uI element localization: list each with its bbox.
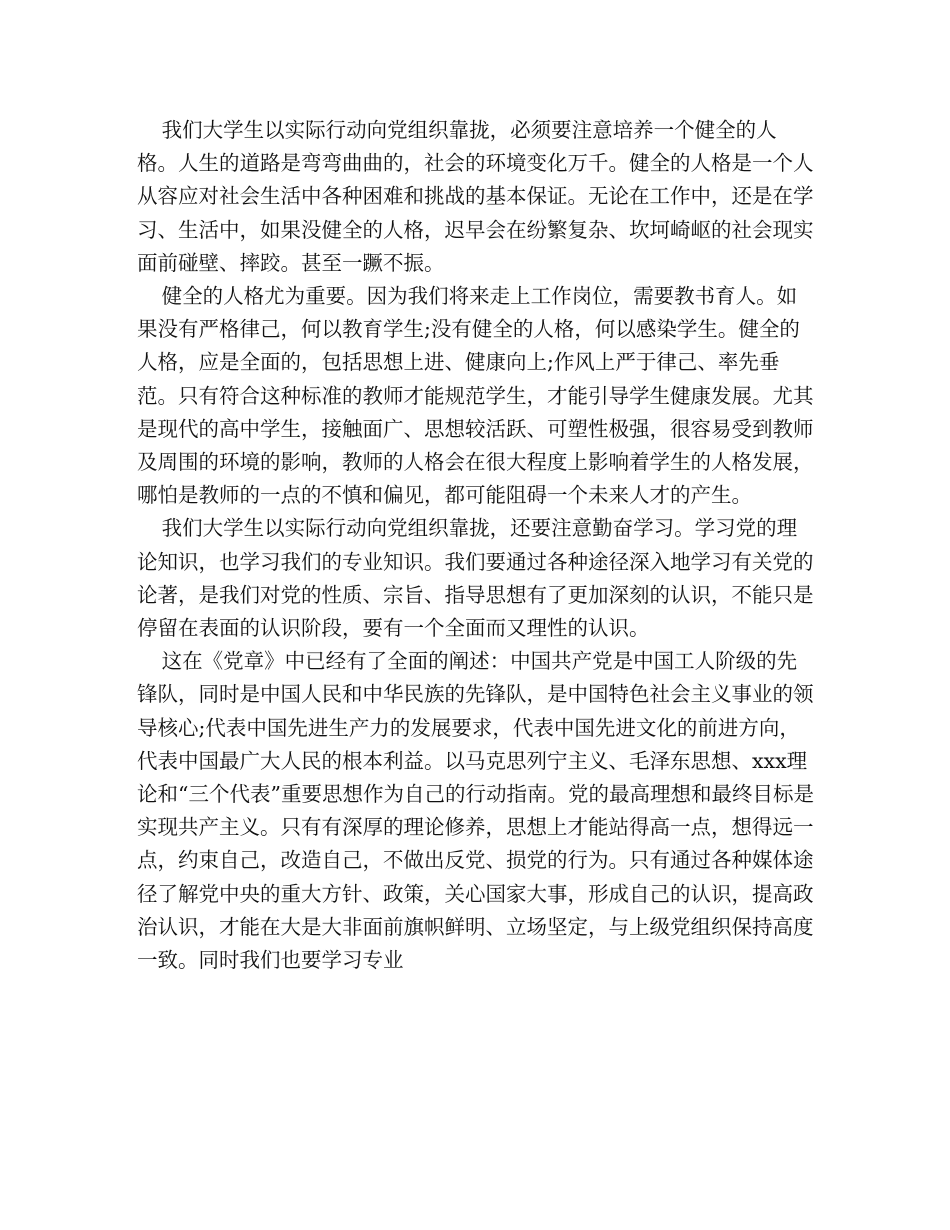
paragraph-1: 我们大学生以实际行动向党组织靠拢，必须要注意培养一个健全的人格。人生的道路是弯弯曲曲的，社会的环境变化万千。健全的人格是一个人从容应对社会生活中各种困难和挑战的基本保证。无论在工作中，还是在学习、生活中，如果没健全的人格，迟早会在纷繁复杂、坎坷崎岖的社会现实面前碰壁、摔跤。甚至一蹶不振。 bbox=[137, 118, 814, 275]
paragraph-4: 这在《党章》中已经有了全面的阐述：中国共产党是中国工人阶级的先锋队，同时是中国人民和中华民族的先锋队，是中国特色社会主义事业的领导核心;代表中国先进生产力的发展要求，代表中国先进文化的前进方向，代表中国最广大人民的根本利益。以马克思列宁主义、毛泽东思想、xxx理论和“三个代表”重要思想作为自己的行动指南。党的最高理想和最终目标是实现共产主义。只有有深厚的理论修养，思想上才能站得高一点，想得远一点，约束自己，改造自己，不做出反党、损党的行为。只有通过各种媒体途径了解党中央的重大方针、政策，关心国家大事，形成自己的认识，提高政治认识，才能在大是大非面前旗帜鲜明、立场坚定，与上级党组织保持高度一致。同时我们也要学习专业 bbox=[137, 649, 814, 973]
paragraph-3: 我们大学生以实际行动向党组织靠拢，还要注意勤奋学习。学习党的理论知识，也学习我们的专业知识。我们要通过各种途径深入地学习有关党的论著，是我们对党的性质、宗旨、指导思想有了更加深刻的认识，不能只是停留在表面的认识阶段，要有一个全面而又理性的认识。 bbox=[137, 516, 814, 641]
paragraph-2: 健全的人格尤为重要。因为我们将来走上工作岗位，需要教书育人。如果没有严格律己，何以教育学生;没有健全的人格，何以感染学生。健全的人格，应是全面的，包括思想上进、健康向上;作风上严于律己、率先垂范。只有符合这种标准的教师才能规范学生，才能引导学生健康发展。尤其是现代的高中学生，接触面广、思想较活跃、可塑性极强，很容易受到教师及周围的环境的影响，教师的人格会在很大程度上影响着学生的人格发展，哪怕是教师的一点的不慎和偏见，都可能阻碍一个未来人才的产生。 bbox=[137, 284, 814, 508]
document-body bbox=[137, 114, 817, 977]
